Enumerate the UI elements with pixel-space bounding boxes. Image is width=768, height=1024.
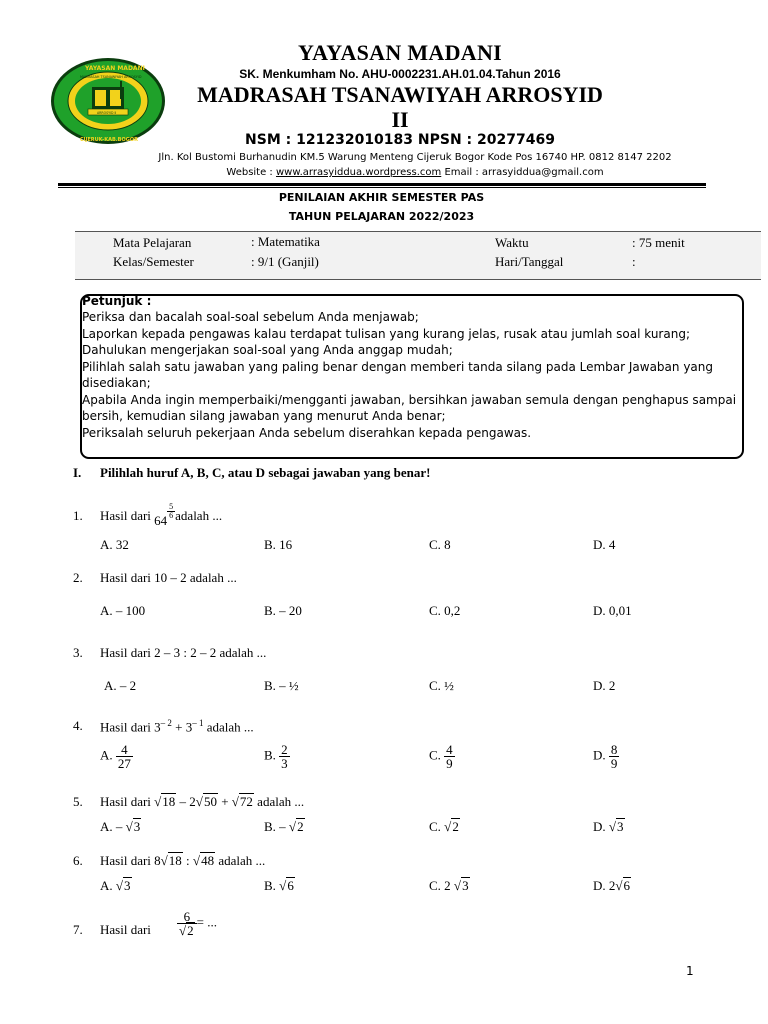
instruction-line: bersih, kemudian silang jawaban yang menurut Anda benar; (82, 409, 446, 423)
question-fraction: $\frac{6}{√2}$ = ... (179, 909, 217, 938)
logo-banner-text: ARROSYID II (97, 111, 117, 115)
date-label: Hari/Tanggal (495, 254, 564, 269)
time-label: Waktu (495, 235, 529, 250)
option-d[interactable]: D. 2√6 (593, 878, 631, 893)
option-a[interactable]: A. √3 (100, 878, 131, 893)
option-d[interactable]: D. $\frac{8}{9}$ (593, 742, 618, 771)
option-c[interactable]: C. 0,2 (429, 603, 461, 618)
nsm-npsn: NSM : 121232010183 NPSN : 20277469 (245, 132, 555, 148)
exam-title: PENILAIAN AKHIR SEMESTER PAS (278, 191, 485, 204)
question-text: Hasil dari $3^{- 2} + 3^{- 1}$ adalah ... (100, 718, 254, 735)
date-value: : (632, 254, 636, 269)
instruction-line: disediakan; (82, 376, 151, 390)
question-suffix: adalah ... (175, 508, 223, 523)
header-rule (58, 183, 706, 186)
option-d[interactable]: D. 0,01 (593, 603, 632, 618)
section-number: I. (73, 465, 82, 480)
option-d[interactable]: D. 2 (593, 678, 616, 693)
logo-inner-text: MADRASAH TSANAWIYAH ARROSYID (80, 75, 142, 79)
option-b[interactable]: B. – 20 (264, 603, 302, 618)
question-text: Hasil dari √18 – 2√50 + √72 adalah ... (100, 794, 305, 809)
question-number: 4. (73, 718, 83, 733)
instruction-line: Periksa dan bacalah soal-soal sebelum Anda menjawab; (82, 310, 419, 324)
website-label: Website : (226, 167, 276, 178)
instruction-line: Apabila Anda ingin memperbaiki/mengganti jawaban, bersihkan jawaban semula dengan penghapus sampai (82, 393, 737, 407)
contact-line (0, 167, 768, 178)
option-a[interactable]: A. 32 (100, 537, 129, 552)
class-value: : 9/1 (Ganjil) (251, 254, 319, 269)
option-a[interactable]: A. – 2 (104, 678, 137, 693)
option-b[interactable]: B. – √2 (264, 819, 304, 834)
instruction-line: Periksalah seluruh pekerjaan Anda sebelum diserahkan kepada pengawas. (82, 426, 532, 440)
question-text: Hasil dari 10 – 2 adalah ... (100, 570, 237, 585)
option-a[interactable]: A. $\frac{4}{27}$ (100, 742, 131, 771)
page-number: 1 (686, 964, 694, 978)
academic-year: TAHUN PELAJARAN 2022/2023 (288, 210, 475, 223)
class-label: Kelas/Semester (113, 254, 194, 269)
question-text (100, 501, 223, 528)
option-c[interactable]: C. $\frac{4}{9}$ (429, 742, 453, 771)
section-title: Pilihlah huruf A, B, C, atau D sebagai jawaban yang benar! (100, 465, 431, 480)
option-b[interactable]: B. $\frac{2}{3}$ (264, 742, 288, 771)
power-exponent: $\frac{5}{6}$ (169, 501, 174, 520)
power-base: 64 (154, 513, 168, 528)
question-number: 5. (73, 794, 83, 809)
question-number: 6. (73, 853, 83, 868)
question-number: 1. (73, 508, 83, 523)
question-prefix: Hasil dari (100, 508, 151, 523)
option-a[interactable]: A. – 100 (100, 603, 146, 618)
school-name-suffix: II (391, 107, 409, 132)
option-b[interactable]: B. √6 (264, 878, 294, 893)
question-text: Hasil dari (100, 922, 151, 937)
question-text: Hasil dari 8√18 : √48 adalah ... (100, 853, 266, 868)
sk-number: SK. Menkumham No. AHU-0002231.AH.01.04.Tahun 2016 (239, 67, 561, 81)
instruction-line: Dahulukan mengerjakan soal-soal yang Anda anggap mudah; (82, 343, 453, 357)
question-text: Hasil dari 2 – 3 : 2 – 2 adalah ... (100, 645, 267, 660)
option-b[interactable]: B. 16 (264, 537, 293, 552)
school-name: MADRASAH TSANAWIYAH ARROSYID (197, 82, 603, 107)
website-link[interactable]: www.arrasyiddua.wordpress.com (275, 167, 442, 178)
subject-value: : Matematika (251, 234, 320, 249)
option-b[interactable]: B. – ½ (264, 678, 299, 693)
instruction-line: Pilihlah salah satu jawaban yang paling benar dengan memberi tanda silang pada Lembar Jawaban yang (82, 360, 714, 374)
subject-label: Mata Pelajaran (113, 235, 192, 250)
option-c[interactable]: C. 2 √3 (429, 878, 469, 893)
header-rule-thin (58, 187, 706, 188)
option-a[interactable]: A. – √3 (100, 819, 141, 834)
school-address: Jln. Kol Bustomi Burhanudin KM.5 Warung Menteng Cijeruk Bogor Kode Pos 16740 HP. 0812 8147 2202 (158, 152, 672, 163)
question-number: 3. (73, 645, 83, 660)
option-c[interactable]: C. ½ (429, 678, 454, 693)
instruction-line: Laporkan kepada pengawas kalau terdapat tulisan yang kurang jelas, rusak atau jumlah soal kurang; (82, 327, 690, 341)
logo-ring-text: YAYASAN MADANI (85, 65, 145, 72)
option-d[interactable]: D. 4 (593, 537, 616, 552)
option-c[interactable]: C. √2 (429, 819, 459, 834)
question-number: 2. (73, 570, 83, 585)
instructions-title: Petunjuk : (82, 294, 152, 308)
time-value: : 75 menit (632, 235, 685, 250)
email-text: Email : arrasyiddua@gmail.com (441, 167, 604, 178)
logo-bottom-text: CIJERUK-KAB.BOGOR (80, 137, 138, 143)
option-c[interactable]: C. 8 (429, 537, 451, 552)
question-number: 7. (73, 922, 83, 937)
foundation-name: YAYASAN MADANI (297, 40, 503, 65)
option-d[interactable]: D. √3 (593, 819, 624, 834)
